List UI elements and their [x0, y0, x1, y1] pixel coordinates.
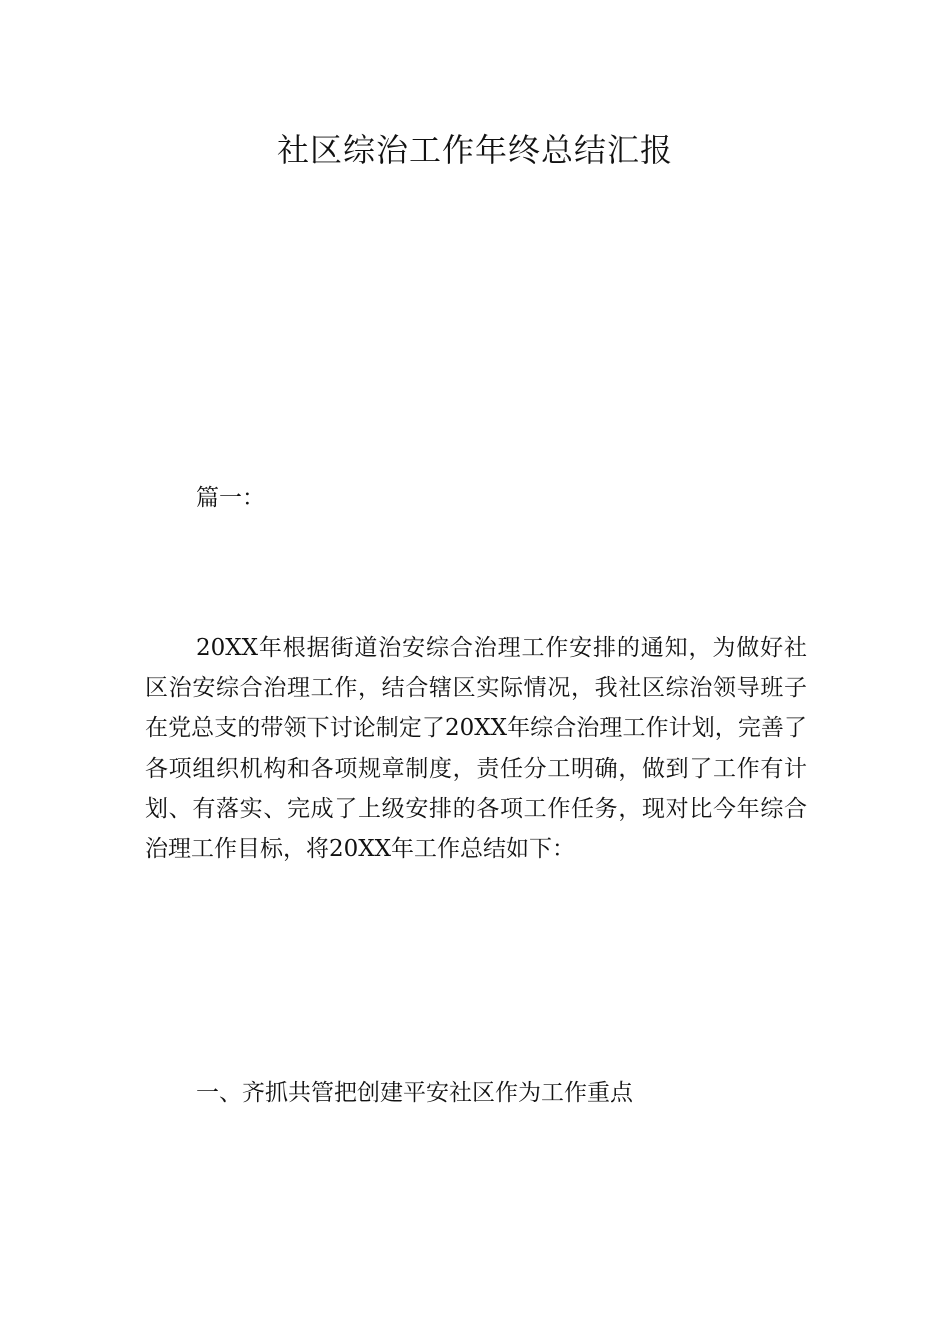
document-title: 社区综治工作年终总结汇报	[276, 131, 673, 169]
section-heading: 一、齐抓共管把创建平安社区作为工作重点	[196, 1080, 633, 1106]
section-label: 篇一：	[196, 485, 265, 511]
body-paragraph: 20XX年根据街道治安综合治理工作安排的通知，为做好社区治安综合治理工作，结合辖区实际情况，我社区综治领导班子在党总支的带领下讨论制定了20XX年综合治理工作计划，完善了各项组织机构和各项规章制度，责任分工明确，做到了工作有计划、有落实、完成了上级安排的各项工作任务，现对比今年综合治理工作目标，将20XX年工作总结如下：	[145, 635, 807, 863]
